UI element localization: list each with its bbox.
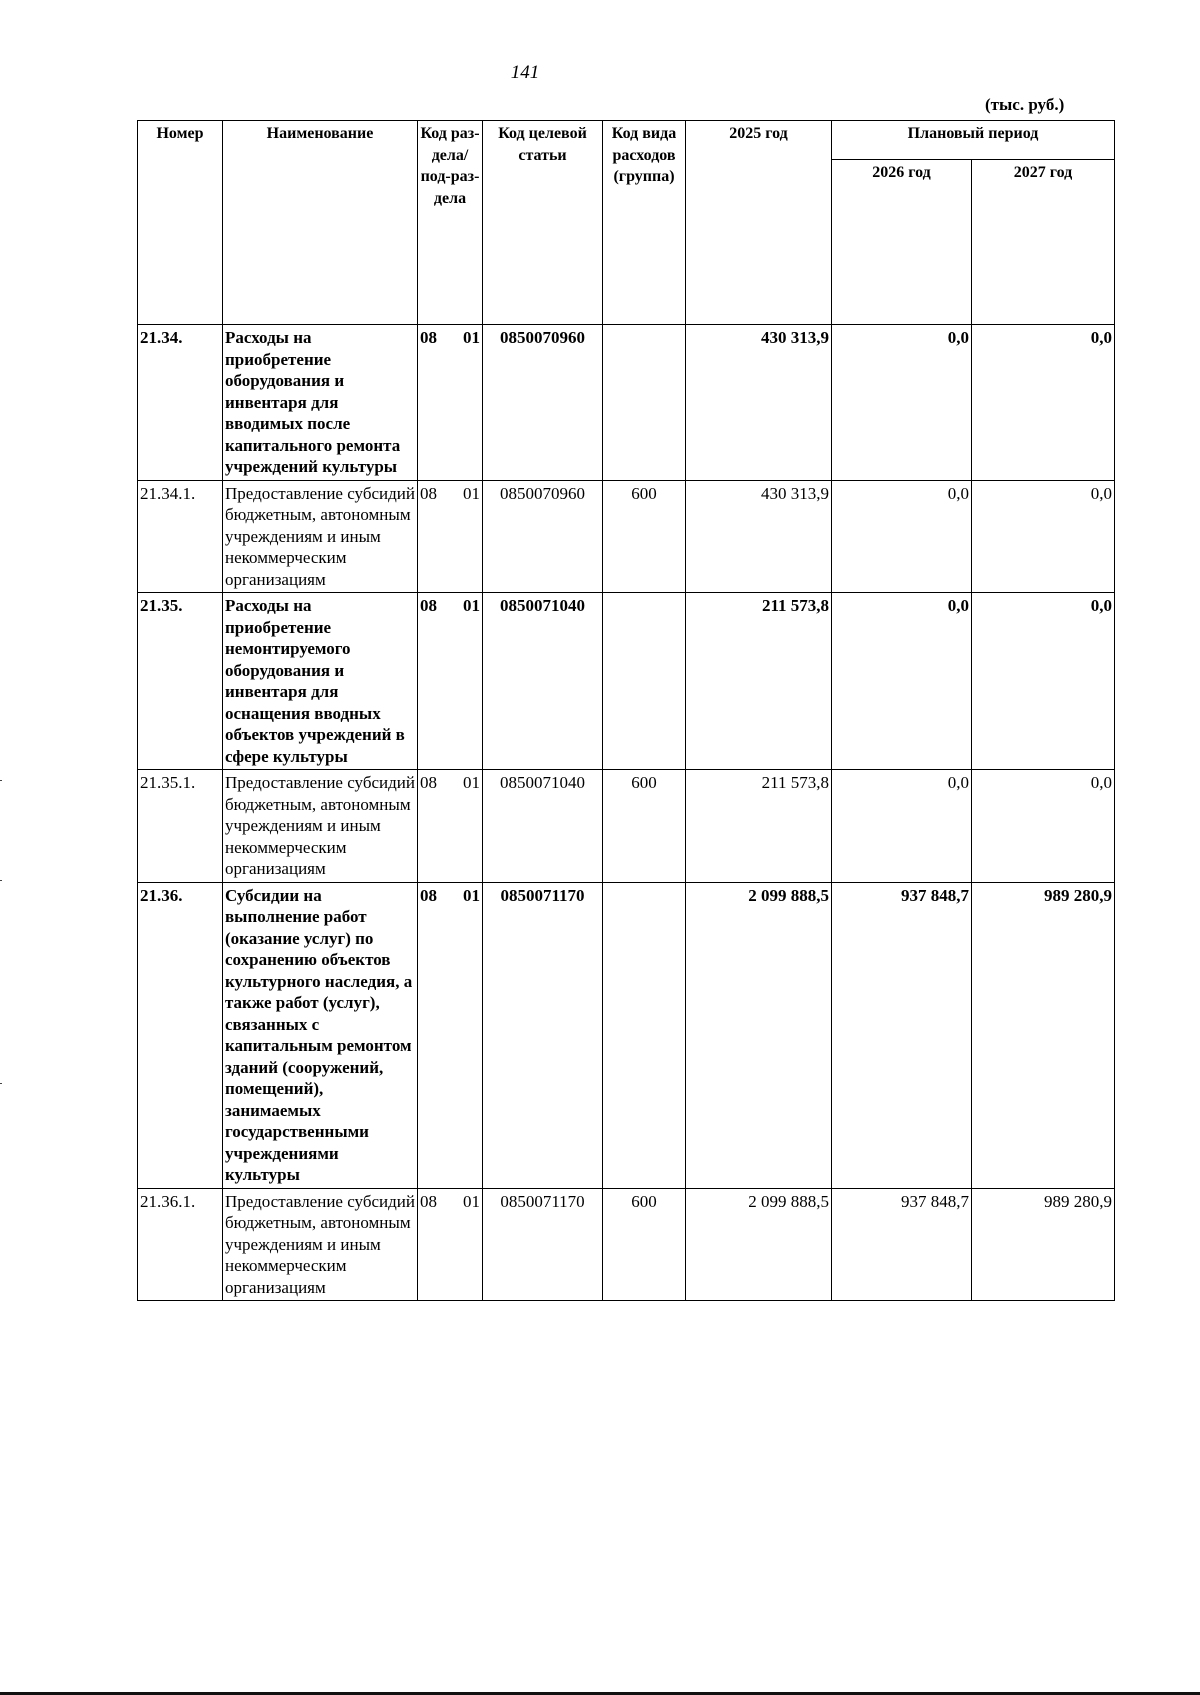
row-amount-2025: 430 313,9	[686, 480, 832, 593]
header-section-code: Код раз-дела/ под-раз-дела	[418, 121, 483, 325]
table-row	[138, 480, 1115, 593]
row-amount-2027: 0,0	[972, 770, 1115, 883]
row-expense-group: 600	[603, 770, 686, 883]
row-section: 08	[420, 328, 437, 347]
row-amount-2027: 989 280,9	[972, 882, 1115, 1188]
row-section-code	[418, 882, 483, 1188]
units-label: (тыс. руб.)	[985, 95, 1065, 114]
row-expense-group: 600	[603, 1188, 686, 1301]
row-section-code	[418, 593, 483, 770]
row-expense-group: 600	[603, 480, 686, 593]
table-row	[138, 770, 1115, 883]
header-planning-period: Плановый период	[832, 121, 1115, 160]
row-section: 08	[420, 773, 437, 792]
row-name: Предоставление субсидий бюджетным, автономным учреждениям и иным некоммерческим организациям	[223, 480, 418, 593]
row-section-code	[418, 325, 483, 481]
page-number: 141	[510, 62, 540, 83]
row-target-code: 0850070960	[483, 480, 603, 593]
row-amount-2027: 989 280,9	[972, 1188, 1115, 1301]
row-name: Субсидии на выполнение работ (оказание услуг) по сохранению объектов культурного наследия, а также работ (услуг), связанных с капитальным ремонтом зданий (сооружений, помещений), занимаемых государственными учреждениями культуры	[223, 882, 418, 1188]
row-amount-2025: 430 313,9	[686, 325, 832, 481]
row-target-code: 0850071170	[483, 1188, 603, 1301]
row-subsection: 01	[463, 1191, 480, 1211]
row-amount-2026: 0,0	[832, 325, 972, 481]
row-expense-group	[603, 882, 686, 1188]
table-row	[138, 325, 1115, 481]
header-name: Наименование	[223, 121, 418, 325]
budget-table	[137, 120, 1115, 1301]
row-amount-2026: 937 848,7	[832, 882, 972, 1188]
row-expense-group	[603, 593, 686, 770]
row-amount-2026: 0,0	[832, 770, 972, 883]
row-subsection: 01	[463, 596, 480, 615]
row-number: 21.35.	[138, 593, 223, 770]
row-amount-2027: 0,0	[972, 325, 1115, 481]
row-name: Предоставление субсидий бюджетным, автономным учреждениям и иным некоммерческим организациям	[223, 1188, 418, 1301]
row-name: Расходы на приобретение оборудования и инвентаря для вводимых после капитального ремонта учреждений культуры	[223, 325, 418, 481]
row-target-code: 0850070960	[483, 325, 603, 481]
row-target-code: 0850071040	[483, 770, 603, 883]
row-section: 08	[420, 483, 437, 503]
row-number: 21.36.1.	[138, 1188, 223, 1301]
row-amount-2025: 2 099 888,5	[686, 882, 832, 1188]
row-amount-2025: 211 573,8	[686, 593, 832, 770]
row-section: 08	[420, 885, 437, 905]
row-number: 21.34.	[138, 325, 223, 481]
row-section: 08	[420, 1191, 437, 1211]
row-subsection: 01	[463, 328, 480, 347]
row-name: Предоставление субсидий бюджетным, автономным учреждениям и иным некоммерческим организациям	[223, 770, 418, 883]
row-subsection: 01	[463, 885, 480, 905]
table-row	[138, 593, 1115, 770]
scan-mark	[0, 880, 2, 881]
header-number: Номер	[138, 121, 223, 325]
header-year-2026: 2026 год	[832, 160, 972, 325]
row-amount-2027: 0,0	[972, 593, 1115, 770]
row-amount-2026: 0,0	[832, 480, 972, 593]
row-section-code	[418, 480, 483, 593]
table-row	[138, 882, 1115, 1188]
header-target-code: Код целевой статьи	[483, 121, 603, 325]
row-subsection: 01	[463, 773, 480, 792]
row-number: 21.36.	[138, 882, 223, 1188]
row-amount-2025: 211 573,8	[686, 770, 832, 883]
header-year-2025: 2025 год	[686, 121, 832, 325]
row-target-code: 0850071040	[483, 593, 603, 770]
table-body	[138, 325, 1115, 1301]
row-amount-2025: 2 099 888,5	[686, 1188, 832, 1301]
row-section: 08	[420, 596, 437, 615]
table-header	[138, 121, 1115, 325]
row-expense-group	[603, 325, 686, 481]
row-number: 21.34.1.	[138, 480, 223, 593]
row-name: Расходы на приобретение немонтируемого оборудования и инвентаря для оснащения вводных объектов учреждений в сфере культуры	[223, 593, 418, 770]
row-amount-2026: 0,0	[832, 593, 972, 770]
row-subsection: 01	[463, 483, 480, 503]
header-year-2027: 2027 год	[972, 160, 1115, 325]
scan-mark	[0, 780, 2, 781]
header-expense-type: Код вида расходов (группа)	[603, 121, 686, 325]
row-number: 21.35.1.	[138, 770, 223, 883]
row-target-code: 0850071170	[483, 882, 603, 1188]
row-amount-2027: 0,0	[972, 480, 1115, 593]
row-section-code	[418, 1188, 483, 1301]
row-amount-2026: 937 848,7	[832, 1188, 972, 1301]
table-row	[138, 1188, 1115, 1301]
row-section-code	[418, 770, 483, 883]
scan-mark	[0, 1083, 2, 1084]
